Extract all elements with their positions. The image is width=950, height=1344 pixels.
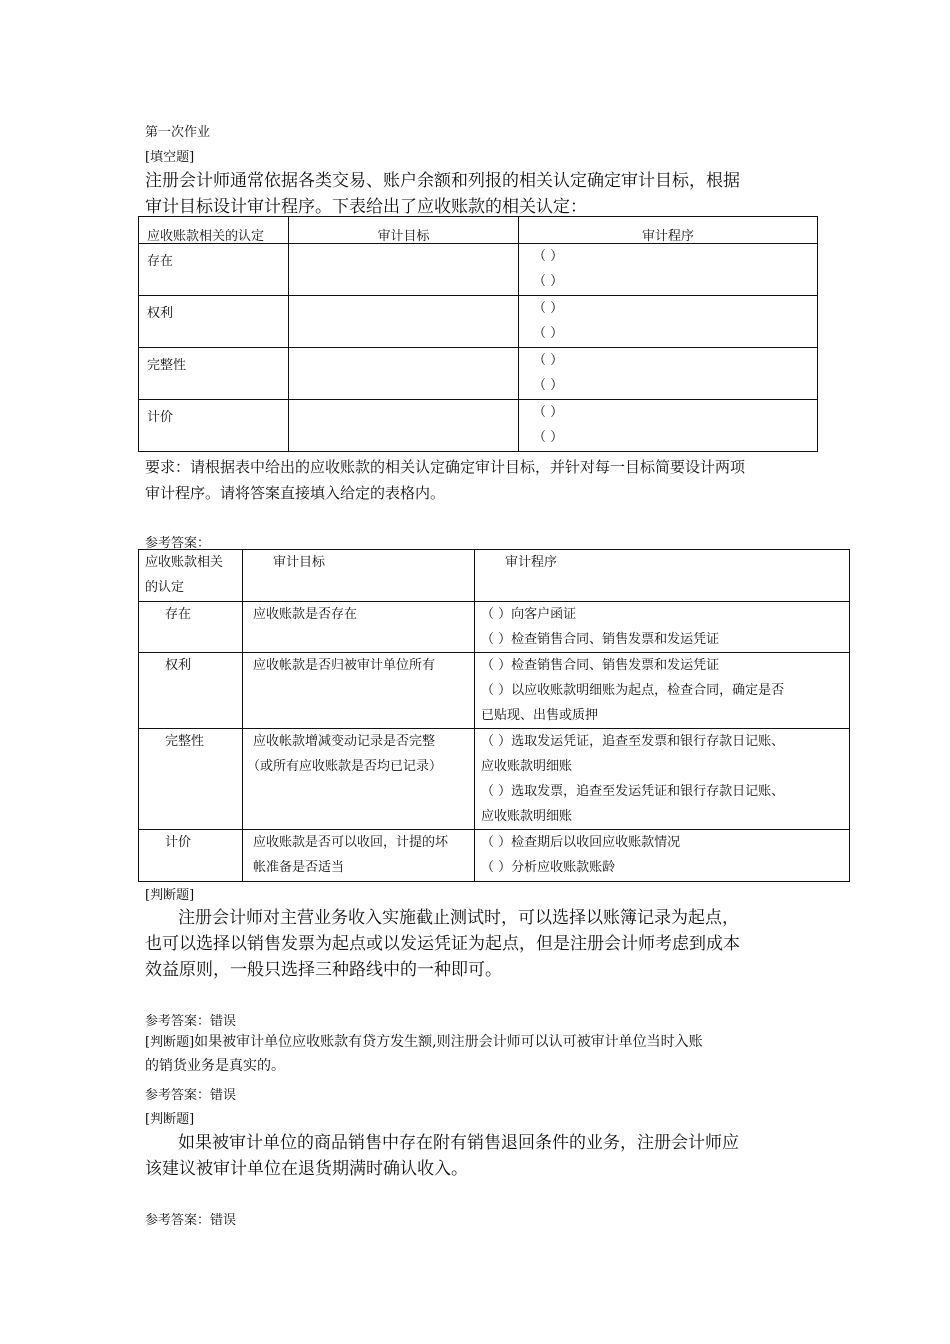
answer-assertion: 计价 (139, 830, 243, 882)
q2-stem-line-2: 也可以选择以销售发票为起点或以发运凭证为起点，但是注册会计师考虑到成本 (145, 934, 740, 954)
table-row (139, 244, 818, 296)
q3-stem-line-2: 的销货业务是真实的。 (145, 1058, 285, 1074)
assertion-cell: 计价 (139, 400, 289, 452)
answer-assertion: 存在 (139, 602, 243, 653)
header-assertion: 应收账款相关的认定 (139, 217, 289, 244)
answer-procedure: （ ）检查期后以收回应收账款情况 （ ）分析应收账款账龄 (475, 830, 850, 882)
table-row (139, 296, 818, 348)
procedure-cell[interactable]: （ ） （ ） (519, 348, 818, 400)
q2-answer: 参考答案：错误 (145, 1014, 237, 1029)
goal-blank[interactable] (289, 400, 519, 452)
q2-stem-line-3: 效益原则，一般只选择三种路线中的一种即可。 (145, 960, 502, 980)
table-row (139, 653, 850, 729)
answer-procedure: （ ）检查销售合同、销售发票和发运凭证 （ ）以应收账款明细账为起点，检查合同，确定是否 已贴现、出售或质押 (475, 653, 850, 729)
page-title: 第一次作业 (145, 125, 211, 140)
q4-type: [判断题] (145, 1112, 195, 1127)
answer-goal: 应收帐款是否归被审计单位所有 (243, 653, 475, 729)
q2-type: [判断题] (145, 888, 195, 903)
table-row (139, 830, 850, 882)
assertion-cell: 存在 (139, 244, 289, 296)
table-row (139, 348, 818, 400)
answer-assertion: 权利 (139, 653, 243, 729)
answer-label: 参考答案： (145, 536, 211, 551)
q1-stem-line-1: 注册会计师通常依据各类交易、账户余额和列报的相关认定确定审计目标，根据 (145, 171, 740, 191)
answer-goal: 应收帐款增减变动记录是否完整 （或所有应收账款是否均已记录） (243, 729, 475, 830)
answer-procedure: （ ）向客户函证 （ ）检查销售合同、销售发票和发运凭证 (475, 602, 850, 653)
answer-goal: 应收账款是否存在 (243, 602, 475, 653)
answer-header-goal: 审计目标 (243, 550, 475, 602)
question-table (138, 216, 818, 452)
q4-answer: 参考答案：错误 (145, 1213, 237, 1228)
answer-table (138, 549, 850, 882)
answer-assertion: 完整性 (139, 729, 243, 830)
header-goal: 审计目标 (289, 217, 519, 244)
requirement-line-1: 要求：请根据表中给出的应收账款的相关认定确定审计目标，并针对每一目标简要设计两项 (145, 458, 746, 476)
q4-stem-line-2: 该建议被审计单位在退货期满时确认收入。 (145, 1159, 468, 1179)
q3-answer: 参考答案：错误 (145, 1088, 237, 1103)
table-row (139, 400, 818, 452)
q3-stem-text: 如果被审计单位应收账款有贷方发生额,则注册会计师可以认可被审计单位当时入账 (194, 1034, 703, 1050)
assertion-cell: 完整性 (139, 348, 289, 400)
answer-goal: 应收账款是否可以收回，计提的坏 帐准备是否适当 (243, 830, 475, 882)
goal-blank[interactable] (289, 296, 519, 348)
requirement-line-2: 审计程序。请将答案直接填入给定的表格内。 (145, 484, 446, 502)
assertion-cell: 权利 (139, 296, 289, 348)
table-row (139, 602, 850, 653)
header-procedure: 审计程序 (519, 217, 818, 244)
procedure-cell[interactable]: （ ） （ ） (519, 400, 818, 452)
table-row (139, 729, 850, 830)
q2-stem-line-1: 注册会计师对主营业务收入实施截止测试时，可以选择以账簿记录为起点， (178, 908, 739, 928)
answer-header-assertion: 应收账款相关 的认定 (139, 550, 243, 602)
q3-stem-line-1 (145, 1031, 703, 1051)
answer-header-procedure: 审计程序 (475, 550, 850, 602)
goal-blank[interactable] (289, 348, 519, 400)
goal-blank[interactable] (289, 244, 519, 296)
q3-type: [判断题] (145, 1035, 195, 1050)
q1-stem-line-2: 审计目标设计审计程序。下表给出了应收账款的相关认定： (145, 197, 587, 217)
answer-procedure: （ ）选取发运凭证，追查至发票和银行存款日记账、 应收账款明细账 （ ）选取发票，追查至发运凭证和银行存款日记账、 应收账款明细账 (475, 729, 850, 830)
procedure-cell[interactable]: （ ） （ ） (519, 244, 818, 296)
q4-stem-line-1: 如果被审计单位的商品销售中存在附有销售退回条件的业务，注册会计师应 (178, 1133, 739, 1153)
procedure-cell[interactable]: （ ） （ ） (519, 296, 818, 348)
q1-type: [填空题] (145, 150, 195, 165)
